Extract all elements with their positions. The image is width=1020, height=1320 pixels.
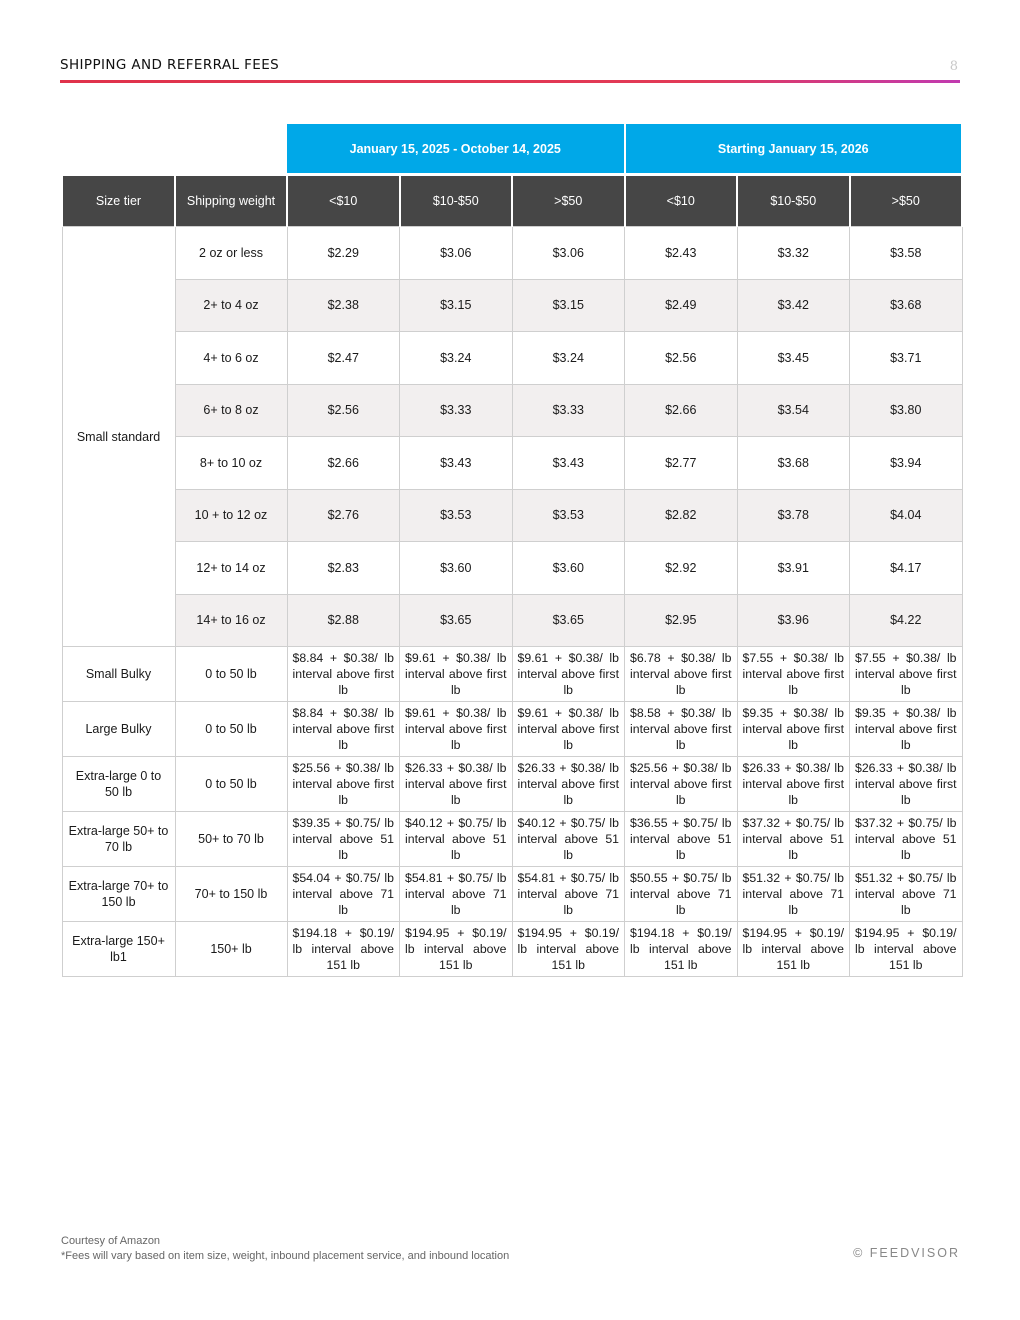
fee-cell: $3.53 — [512, 489, 625, 542]
fee-cell: $3.91 — [737, 542, 850, 595]
column-header: Shipping weight — [175, 176, 287, 227]
fee-cell: $25.56 + $0.38/ lb interval above first lb — [625, 757, 738, 812]
column-header: >$50 — [512, 176, 625, 227]
fee-cell: $36.55 + $0.75/ lb interval above 51 lb — [625, 812, 738, 867]
fee-cell: $8.58 + $0.38/ lb interval above first lb — [625, 702, 738, 757]
fee-cell: $9.35 + $0.38/ lb interval above first lb — [850, 702, 963, 757]
period-header-row — [62, 124, 962, 173]
fee-cell: $2.66 — [287, 437, 400, 490]
column-header: <$10 — [287, 176, 400, 227]
fee-cell: $2.77 — [625, 437, 738, 490]
period-header: Starting January 15, 2026 — [625, 124, 963, 173]
fee-cell: $4.17 — [850, 542, 963, 595]
empty-header-cell — [62, 124, 175, 173]
fee-cell: $3.06 — [512, 227, 625, 280]
shipping-weight-cell: 150+ lb — [175, 922, 287, 977]
fee-cell: $3.80 — [850, 384, 963, 437]
table-row — [62, 702, 962, 757]
section-title: SHIPPING AND REFERRAL FEES — [60, 57, 280, 73]
fee-cell: $2.47 — [287, 332, 400, 385]
fee-cell: $26.33 + $0.38/ lb interval above first lb — [850, 757, 963, 812]
column-header: >$50 — [850, 176, 963, 227]
size-tier-cell: Extra-large 0 to 50 lb — [62, 757, 175, 812]
fee-cell: $3.71 — [850, 332, 963, 385]
fee-cell: $3.24 — [400, 332, 513, 385]
fee-cell: $3.15 — [400, 279, 513, 332]
fee-cell: $2.95 — [625, 594, 738, 647]
shipping-weight-cell: 0 to 50 lb — [175, 647, 287, 702]
fee-cell: $3.68 — [850, 279, 963, 332]
fee-cell: $3.24 — [512, 332, 625, 385]
fee-cell: $194.18 + $0.19/ lb interval above 151 lb — [625, 922, 738, 977]
table-row — [62, 757, 962, 812]
fee-cell: $2.82 — [625, 489, 738, 542]
fee-cell: $9.61 + $0.38/ lb interval above first lb — [400, 647, 513, 702]
fee-cell: $3.65 — [512, 594, 625, 647]
table-row — [62, 594, 962, 647]
header-rule — [60, 80, 960, 83]
fee-cell: $3.58 — [850, 227, 963, 280]
column-header: $10-$50 — [400, 176, 513, 227]
fee-cell: $194.95 + $0.19/ lb interval above 151 lb — [737, 922, 850, 977]
table-row — [62, 437, 962, 490]
table-row — [62, 279, 962, 332]
shipping-weight-cell: 2 oz or less — [175, 227, 287, 280]
fee-cell: $39.35 + $0.75/ lb interval above 51 lb — [287, 812, 400, 867]
fee-cell: $194.18 + $0.19/ lb interval above 151 lb — [287, 922, 400, 977]
fee-cell: $3.54 — [737, 384, 850, 437]
fee-cell: $9.35 + $0.38/ lb interval above first lb — [737, 702, 850, 757]
fee-cell: $3.43 — [400, 437, 513, 490]
fee-cell: $9.61 + $0.38/ lb interval above first lb — [512, 702, 625, 757]
fee-cell: $9.61 + $0.38/ lb interval above first lb — [400, 702, 513, 757]
shipping-weight-cell: 6+ to 8 oz — [175, 384, 287, 437]
shipping-weight-cell: 8+ to 10 oz — [175, 437, 287, 490]
fee-cell: $9.61 + $0.38/ lb interval above first lb — [512, 647, 625, 702]
fee-cell: $3.94 — [850, 437, 963, 490]
fee-cell: $3.33 — [512, 384, 625, 437]
fee-cell: $3.43 — [512, 437, 625, 490]
fee-cell: $50.55 + $0.75/ lb interval above 71 lb — [625, 867, 738, 922]
fee-cell: $6.78 + $0.38/ lb interval above first lb — [625, 647, 738, 702]
page-number: 8 — [949, 59, 958, 74]
fee-cell: $25.56 + $0.38/ lb interval above first lb — [287, 757, 400, 812]
column-header: <$10 — [625, 176, 738, 227]
fee-cell: $3.60 — [512, 542, 625, 595]
fee-cell: $54.81 + $0.75/ lb interval above 71 lb — [512, 867, 625, 922]
fee-cell: $3.96 — [737, 594, 850, 647]
column-header: $10-$50 — [737, 176, 850, 227]
shipping-weight-cell: 4+ to 6 oz — [175, 332, 287, 385]
fee-cell: $37.32 + $0.75/ lb interval above 51 lb — [850, 812, 963, 867]
fee-cell: $51.32 + $0.75/ lb interval above 71 lb — [737, 867, 850, 922]
shipping-weight-cell: 14+ to 16 oz — [175, 594, 287, 647]
size-tier-cell: Small Bulky — [62, 647, 175, 702]
period-header: January 15, 2025 - October 14, 2025 — [287, 124, 625, 173]
fee-cell: $2.43 — [625, 227, 738, 280]
size-tier-cell: Extra-large 150+ lb1 — [62, 922, 175, 977]
table-row — [62, 647, 962, 702]
footer-notes — [61, 1234, 509, 1264]
table-row — [62, 384, 962, 437]
fee-cell: $7.55 + $0.38/ lb interval above first lb — [850, 647, 963, 702]
fee-cell: $4.22 — [850, 594, 963, 647]
fee-cell: $2.38 — [287, 279, 400, 332]
fee-cell: $3.68 — [737, 437, 850, 490]
fee-cell: $2.56 — [625, 332, 738, 385]
size-tier-cell: Small standard — [62, 227, 175, 647]
table-row — [62, 542, 962, 595]
table-row — [62, 227, 962, 280]
footer-brand: © FEEDVISOR — [853, 1246, 960, 1260]
fee-cell: $2.56 — [287, 384, 400, 437]
fee-cell: $26.33 + $0.38/ lb interval above first lb — [512, 757, 625, 812]
fee-cell: $2.76 — [287, 489, 400, 542]
footer-credit: Courtesy of Amazon — [61, 1235, 161, 1247]
size-tier-cell: Extra-large 50+ to 70 lb — [62, 812, 175, 867]
column-header: Size tier — [62, 176, 175, 227]
fee-cell: $2.88 — [287, 594, 400, 647]
fee-cell: $2.92 — [625, 542, 738, 595]
fee-cell: $3.60 — [400, 542, 513, 595]
shipping-weight-cell: 0 to 50 lb — [175, 757, 287, 812]
table-row — [62, 812, 962, 867]
fee-cell: $8.84 + $0.38/ lb interval above first lb — [287, 647, 400, 702]
fee-cell: $40.12 + $0.75/ lb interval above 51 lb — [400, 812, 513, 867]
fee-cell: $8.84 + $0.38/ lb interval above first lb — [287, 702, 400, 757]
empty-header-cell — [175, 124, 287, 173]
fee-cell: $3.78 — [737, 489, 850, 542]
fee-cell: $194.95 + $0.19/ lb interval above 151 lb — [850, 922, 963, 977]
fee-cell: $54.81 + $0.75/ lb interval above 71 lb — [400, 867, 513, 922]
size-tier-cell: Extra-large 70+ to 150 lb — [62, 867, 175, 922]
fee-cell: $26.33 + $0.38/ lb interval above first lb — [400, 757, 513, 812]
fees-table-body — [62, 227, 962, 977]
shipping-weight-cell: 10 + to 12 oz — [175, 489, 287, 542]
size-tier-cell: Large Bulky — [62, 702, 175, 757]
footer-note: *Fees will vary based on item size, weight, inbound placement service, and inbound location — [61, 1250, 510, 1262]
fee-cell: $37.32 + $0.75/ lb interval above 51 lb — [737, 812, 850, 867]
fee-cell: $4.04 — [850, 489, 963, 542]
shipping-weight-cell: 0 to 50 lb — [175, 702, 287, 757]
fee-cell: $54.04 + $0.75/ lb interval above 71 lb — [287, 867, 400, 922]
fees-table — [61, 124, 963, 977]
table-row — [62, 922, 962, 977]
table-row — [62, 332, 962, 385]
table-row — [62, 867, 962, 922]
fee-cell: $26.33 + $0.38/ lb interval above first lb — [737, 757, 850, 812]
fee-cell: $2.29 — [287, 227, 400, 280]
shipping-weight-cell: 50+ to 70 lb — [175, 812, 287, 867]
shipping-weight-cell: 12+ to 14 oz — [175, 542, 287, 595]
fee-cell: $3.32 — [737, 227, 850, 280]
page-header — [60, 57, 960, 85]
column-header-row — [62, 176, 962, 227]
fee-cell: $3.15 — [512, 279, 625, 332]
fee-cell: $2.83 — [287, 542, 400, 595]
fee-cell: $3.33 — [400, 384, 513, 437]
fee-cell: $3.06 — [400, 227, 513, 280]
shipping-weight-cell: 2+ to 4 oz — [175, 279, 287, 332]
fee-cell: $3.45 — [737, 332, 850, 385]
fee-cell: $194.95 + $0.19/ lb interval above 151 lb — [400, 922, 513, 977]
fee-cell: $3.53 — [400, 489, 513, 542]
shipping-weight-cell: 70+ to 150 lb — [175, 867, 287, 922]
fee-cell: $3.42 — [737, 279, 850, 332]
fee-cell: $2.66 — [625, 384, 738, 437]
fee-cell: $194.95 + $0.19/ lb interval above 151 lb — [512, 922, 625, 977]
fee-cell: $7.55 + $0.38/ lb interval above first lb — [737, 647, 850, 702]
fee-cell: $40.12 + $0.75/ lb interval above 51 lb — [512, 812, 625, 867]
table-row — [62, 489, 962, 542]
fee-cell: $51.32 + $0.75/ lb interval above 71 lb — [850, 867, 963, 922]
fee-cell: $2.49 — [625, 279, 738, 332]
fee-cell: $3.65 — [400, 594, 513, 647]
